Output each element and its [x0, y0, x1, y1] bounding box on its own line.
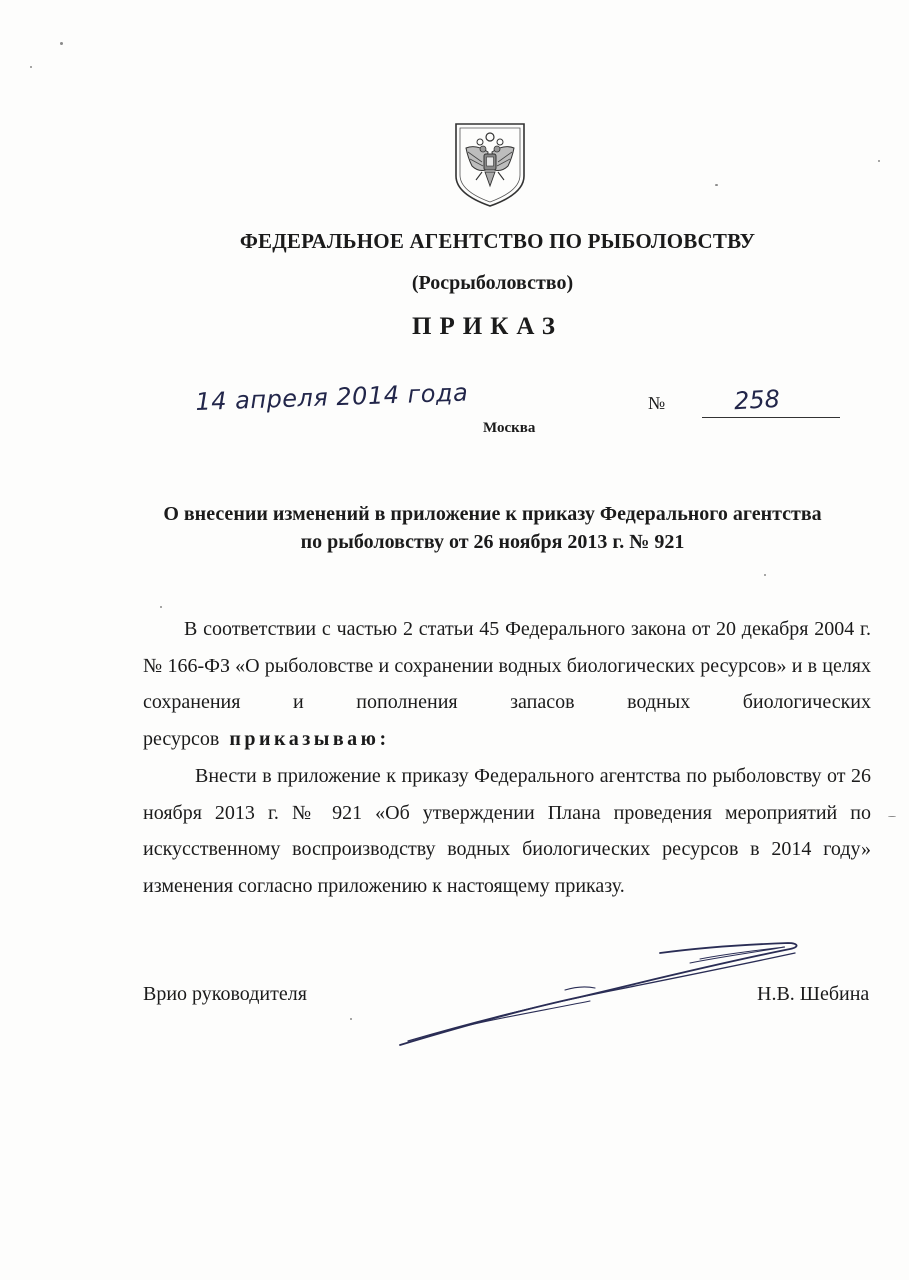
order-text: Внести в приложение к приказу Федерального агентства по рыболовству от 26 ноября 2013 г. № 921 «Об утверждении Плана проведения мероприятий по искусственному воспроизводству водных биологических ресурсов в 2014 году» изменения согласно приложению к настоящему приказу.	[143, 765, 871, 897]
number-sign: №	[648, 393, 666, 413]
document-type-title: ПРИКАЗ	[412, 313, 563, 340]
agency-name: ФЕДЕРАЛЬНОЕ АГЕНТСТВО ПО РЫБОЛОВСТВУ	[239, 229, 756, 253]
scan-speck	[30, 66, 32, 68]
preamble-text: В соответствии с частью 2 статьи 45 Федерального закона от 20 декабря 2004 г. № 166-ФЗ «О рыболовстве и сохранении водных биологических ресурсов» и в целях сохранения и пополнения запасов водных биологических ресурсов	[143, 618, 871, 750]
handwritten-order-number: 258	[733, 384, 781, 416]
subject-line-1: О внесении изменений в приложение к приказу Федерального агентства	[163, 503, 822, 525]
scan-speck	[764, 574, 766, 576]
handwritten-date: 14 апреля 2014 года	[195, 378, 469, 416]
scan-speck	[160, 606, 162, 608]
signatory-role: Врио руководителя	[143, 983, 307, 1005]
preamble-paragraph	[143, 611, 871, 757]
order-word: приказываю:	[229, 727, 390, 750]
scan-speck	[715, 184, 718, 186]
russian-coat-of-arms-icon	[452, 122, 528, 208]
number-underline	[702, 417, 840, 418]
order-subject	[120, 500, 865, 556]
scan-speck	[350, 1018, 352, 1020]
handwritten-signature-icon	[390, 935, 810, 1055]
subject-line-2: по рыболовству от 26 ноября 2013 г. № 921	[300, 531, 685, 553]
signatory-name: Н.В. Шебина	[757, 983, 870, 1005]
scan-speck	[60, 42, 63, 45]
scan-speck	[878, 160, 880, 162]
agency-short-name: (Росрыболовство)	[411, 272, 574, 294]
city-label: Москва	[483, 420, 536, 436]
scan-speck	[888, 816, 896, 817]
order-paragraph	[143, 758, 871, 904]
